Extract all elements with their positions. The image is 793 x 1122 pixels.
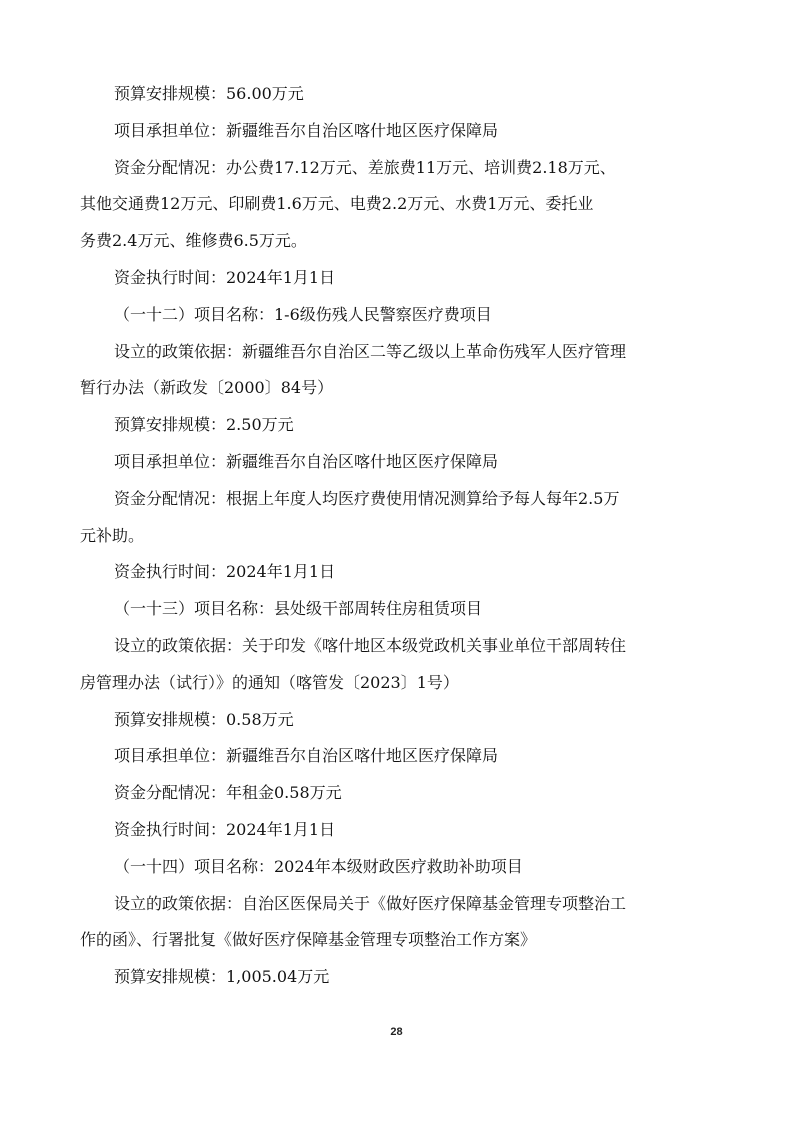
- paragraph-line: 资金分配情况：办公费17.12万元、差旅费11万元、培训费2.18万元、: [114, 157, 616, 177]
- paragraph-line: 元补助。: [80, 525, 145, 545]
- paragraph-line: 资金执行时间：2024年1月1日: [114, 562, 336, 582]
- paragraph-line: 项目承担单位：新疆维吾尔自治区喀什地区医疗保障局: [114, 451, 499, 471]
- paragraph-line: 资金分配情况：根据上年度人均医疗费使用情况测算给予每人每年2.5万: [114, 488, 620, 508]
- page-number: 28: [390, 1026, 403, 1038]
- section-heading: （一十二）项目名称：1-6级伤残人民警察医疗费项目: [114, 304, 492, 324]
- paragraph-line: 预算安排规模：1,005.04万元: [114, 967, 330, 987]
- paragraph-line: 其他交通费12万元、印刷费1.6万元、电费2.2万元、水费1万元、委托业: [80, 194, 594, 214]
- paragraph-line: 设立的政策依据：关于印发《喀什地区本级党政机关事业单位干部周转住: [114, 635, 627, 655]
- paragraph-line: 资金执行时间：2024年1月1日: [114, 819, 336, 839]
- paragraph-line: 预算安排规模：56.00万元: [114, 84, 304, 103]
- paragraph-line: 房管理办法（试行）》的通知（喀管发〔2023〕1号）: [80, 672, 459, 692]
- paragraph-line: 预算安排规模：2.50万元: [114, 415, 294, 435]
- paragraph-line: 预算安排规模：0.58万元: [114, 709, 294, 729]
- paragraph-line: 项目承担单位：新疆维吾尔自治区喀什地区医疗保障局: [114, 746, 499, 766]
- paragraph-line: 务费2.4万元、维修费6.5万元。: [80, 231, 307, 251]
- paragraph-line: 资金执行时间：2024年1月1日: [114, 267, 336, 287]
- paragraph-line: 资金分配情况：年租金0.58万元: [114, 783, 342, 803]
- paragraph-line: 作的函》、行署批复《做好医疗保障基金管理专项整治工作方案》: [80, 930, 537, 950]
- paragraph-line: 项目承担单位：新疆维吾尔自治区喀什地区医疗保障局: [114, 120, 499, 140]
- paragraph-line: 设立的政策依据：自治区医保局关于《做好医疗保障基金管理专项整治工: [114, 893, 627, 913]
- body-text: [80, 84, 720, 1004]
- paragraph-line: 设立的政策依据：新疆维吾尔自治区二等乙级以上革命伤残军人医疗管理: [114, 341, 627, 361]
- section-heading: （一十三）项目名称：县处级干部周转住房租赁项目: [114, 599, 483, 619]
- section-heading: （一十四）项目名称：2024年本级财政医疗救助补助项目: [114, 856, 523, 876]
- paragraph-line: 暂行办法（新政发〔2000〕84号）: [80, 378, 334, 398]
